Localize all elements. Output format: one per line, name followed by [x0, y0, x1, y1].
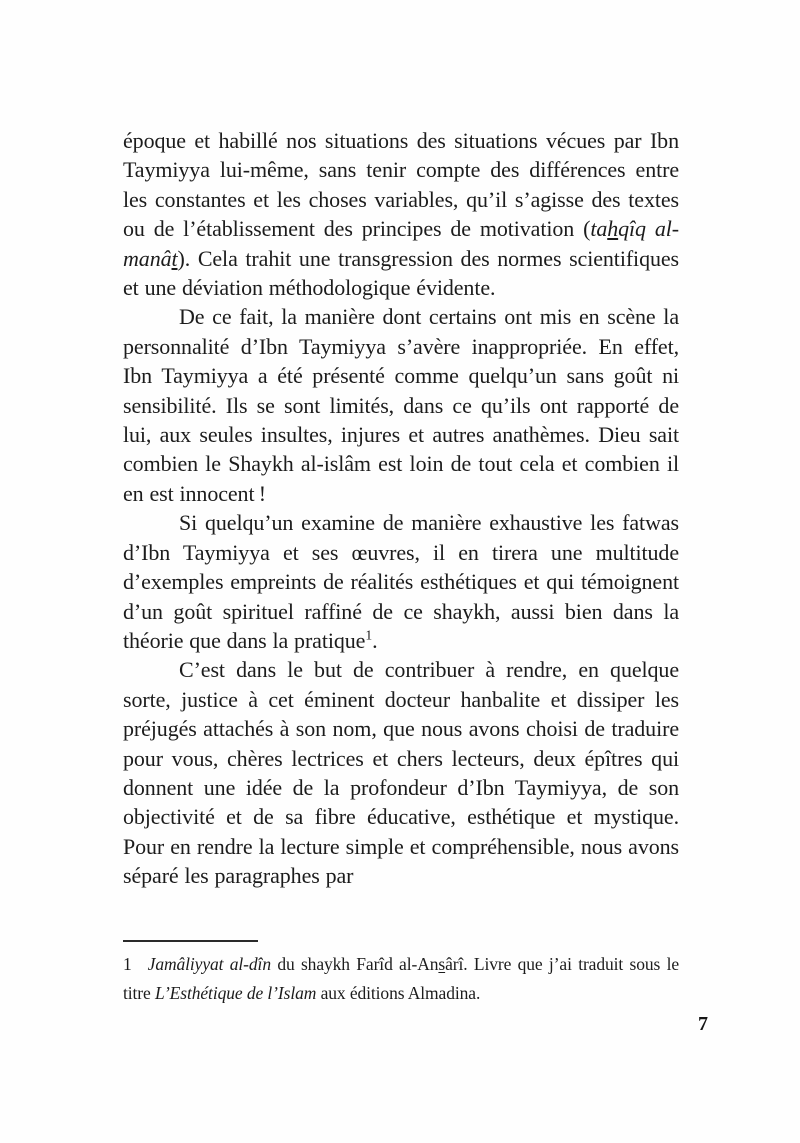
footnote-separator-rule: [123, 940, 258, 942]
paragraph-2: De ce fait, la manière dont certains ont mis en scène la personnalité d’Ibn Taymiyya s’avère inappropriée. En effet, Ibn Taymiyya a été présenté comme quelqu’un sans goût ni sensibilité. Ils se sont limités, dans ce qu’ils ont rapporté de lui, aux seules insultes, injures et autres anathèmes. Dieu sait combien le Shaykh al-islâm est loin de tout cela et combien il en est innocent !: [123, 304, 679, 506]
footnote-marker: 1: [123, 954, 132, 974]
body-text-block: [123, 126, 679, 891]
footnote-block: [123, 940, 679, 1008]
footnote-text: [123, 950, 679, 1008]
paragraph-4: C’est dans le but de contribuer à rendre, en quelque sorte, justice à cet éminent docteur hanbalite et dissiper les préjugés attachés à son nom, que nous avons choisi de traduire pour vous, chères lectrices et chers lecteurs, deux épîtres qui donnent une idée de la profondeur d’Ibn Taymiyya, de son objectivité et de sa fibre éducative, esthétique et mystique. Pour en rendre la lecture simple et compréhensible, nous avons séparé les paragraphes par: [123, 657, 679, 889]
paragraph-1: époque et habillé nos situations des situations vécues par Ibn Taymiyya lui-même, sans tenir compte des différences entre les constantes et les choses variables, qu’il s’agisse des textes ou de l’établissement des principes de motivation (tahqîq al-manât). Cela trahit une transgression des normes scientifiques et une déviation méthodologique évidente.: [123, 128, 680, 301]
footnote-content: Jamâliyyat al-dîn du shaykh Farîd al-Ansârî. Livre que j’ai traduit sous le titre L’Esthétique de l’Islam aux éditions Almadina.: [123, 954, 679, 1003]
page-number: 7: [698, 1013, 708, 1035]
paragraph-3: Si quelqu’un examine de manière exhaustive les fatwas d’Ibn Taymiyya et ses œuvres, il en tirera une multitude d’exemples empreints de réalités esthétiques et qui témoignent d’un goût spirituel raffiné de ce shaykh, aussi bien dans la théorie que dans la pratique$^1$.: [123, 510, 679, 653]
